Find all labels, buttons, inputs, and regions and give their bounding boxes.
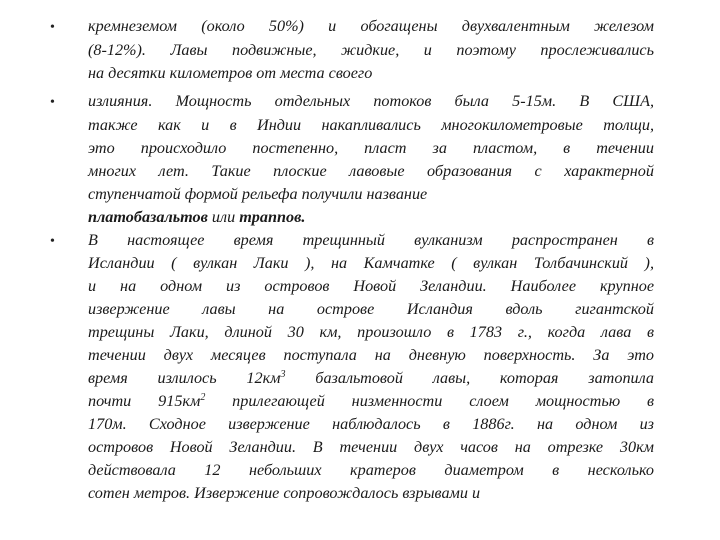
text-line: на десятки километров от места своего [88,64,373,82]
text-line: течении двух месяцев поступала на дневную поверхность. За это [88,346,654,364]
volume-prefix: время излилось 12км [88,369,281,387]
text-line: Исландии ( вулкан Лаки ), на Камчатке ( вулкан Толбачинский ), [88,254,654,272]
superscript: 2 [200,392,206,403]
text-line: (8-12%). Лавы подвижные, жидкие, и поэтому прослеживались [88,41,654,59]
text-line-area [88,390,654,412]
area-suffix: прилегающей низменности слоем мощностью в [205,392,654,410]
text-line-bold-terms [88,206,654,228]
text-line: островов Новой Зеландии. В течении двух часов на отрезке 30км [88,438,654,456]
text-line: ступенчатой формой рельефа получили название [88,185,428,203]
bold-term: траппов. [239,208,306,226]
text-line: В настоящее время трещинный вулканизм распространен в [88,231,654,249]
text-line: многих лет. Такие плоские лавовые образования с характерной [88,162,654,180]
bold-term: платобазальтов [88,208,208,226]
superscript: 3 [280,369,286,380]
text-line: действовала 12 небольших кратеров диаметром в несколько [88,461,654,479]
text-line: 170м. Сходное извержение наблюдалось в 1886г. на одном из [88,415,654,433]
text-line: кремнеземом (около 50%) и обогащены двухвалентным железом [88,17,654,35]
text-line-volume [88,367,654,389]
text-line: и на одном из островов Новой Зеландии. Наиболее крупное [88,277,654,295]
text-line: также как и в Индии накапливались многокилометровые толщи, [88,116,654,134]
bullet-marker: • [50,20,55,35]
connector-text: или [207,208,240,226]
bullet-marker: • [50,95,55,110]
volume-suffix: базальтовой лавы, которая затопила [285,369,654,387]
text-line: излияния. Мощность отдельных потоков была 5-15м. В США, [88,92,654,110]
text-line: это происходило постепенно, пласт за пластом, в течении [88,139,654,157]
text-line: извержение лавы на острове Исландия вдоль гигантской [88,300,654,318]
area-prefix: почти 915км [88,392,201,410]
text-line: сотен метров. Извержение сопровождалось взрывами и [88,484,481,502]
text-line: трещины Лаки, длиной 30 км, произошло в 1783 г., когда лава в [88,323,654,341]
bullet-marker: • [50,234,55,249]
